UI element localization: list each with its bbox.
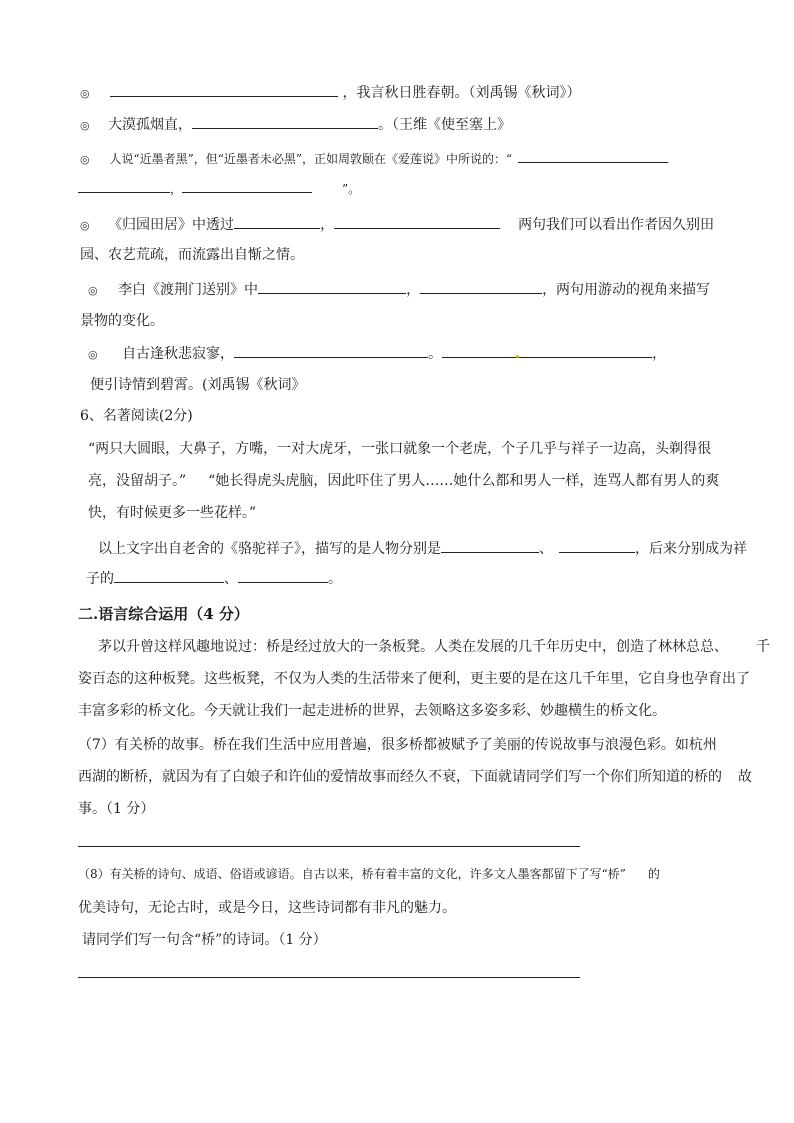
poem-text: ”。 — [342, 182, 361, 196]
poem-text: 人说“近墨者黑”，但“近墨者未必黑”，正如周敦颐在《爱莲说》中所说的：“ — [109, 152, 513, 166]
item-marker: ◎ — [80, 219, 90, 232]
question-text: 、 — [539, 541, 553, 557]
q7-line — [78, 767, 752, 787]
reading-heading: 6、名著阅读(2分) — [80, 408, 193, 424]
answer-blank[interactable] — [518, 148, 668, 163]
poem-text: ，我言秋日胜春朝。（刘禹锡《秋词》） — [342, 85, 581, 101]
item-marker: ◎ — [88, 348, 98, 361]
q8-text: 的 — [647, 867, 660, 881]
item-marker: ◎ — [88, 284, 98, 297]
q7-text: 故 — [738, 769, 752, 785]
poem-text: ， — [406, 282, 421, 298]
q7-line: （7）有关桥的故事。桥在我们生活中应用普遍，很多桥都被赋予了美丽的传说故事与浪漫色彩。如杭州 — [78, 737, 717, 753]
item-marker: ◎ — [80, 119, 90, 132]
poem-text: ， — [170, 182, 183, 196]
intro-line — [98, 637, 770, 657]
poem-item-4-cont: 园、农艺荒疏，而流露出自惭之情。 — [80, 247, 304, 263]
poem-item-6 — [88, 343, 666, 365]
answer-blank[interactable] — [234, 343, 428, 358]
poem-item-6-cont: 便引诗情到碧霄。(刘禹锡《秋词》 — [90, 377, 306, 393]
ink-dot — [516, 355, 519, 358]
q7-text: 西湖的断桥，就因为有了白娘子和许仙的爱情故事而经久不衰，下面就请同学们写一个你们所知道的桥的 — [78, 769, 722, 785]
answer-blank[interactable] — [258, 279, 406, 294]
quote-part: 亮，没留胡子。” — [88, 473, 187, 489]
poem-text: 李白《渡荆门送别》中 — [118, 282, 259, 298]
q8-line — [78, 864, 660, 884]
poem-text: ，两句用游动的视角来描写 — [542, 282, 711, 298]
q8-line: 请同学们写一句含“桥”的诗词。（1 分） — [82, 932, 327, 948]
answer-blank[interactable] — [110, 82, 338, 97]
question-text: ，后来分别成为祥 — [635, 541, 747, 557]
reading-quote-line: 快，有时候更多一些花样。” — [88, 505, 257, 521]
intro-text: 千 — [756, 639, 770, 655]
answer-blank[interactable] — [334, 214, 500, 229]
poem-item-5 — [88, 279, 710, 301]
poem-text: ， — [320, 217, 335, 233]
question-text: 。 — [328, 571, 342, 587]
q7-line: 事。（1 分） — [78, 801, 155, 817]
answer-blank[interactable] — [559, 538, 635, 553]
section-title: 二.语言综合运用（4 分） — [78, 605, 249, 623]
question-text: 、 — [224, 571, 238, 587]
answer-blank[interactable] — [78, 178, 170, 193]
q7-answer-line[interactable] — [78, 846, 580, 847]
poem-text: 大漠孤烟直， — [108, 117, 193, 133]
poem-item-1 — [80, 82, 581, 104]
reading-quote-line: “两只大圆眼，大鼻子，方嘴，一对大虎牙，一张口就象一个老虎，个子几乎与祥子一边高，头剃得很 — [88, 441, 712, 457]
poem-text: 。（王维《使至塞上》 — [378, 117, 512, 133]
answer-blank[interactable] — [192, 114, 378, 129]
quote-part: “她长得虎头虎脑，因此吓住了男人……她什么都和男人一样，连骂人都有男人的爽 — [208, 473, 720, 489]
q8-text: （8）有关桥的诗句、成语、俗语或谚语。自古以来，桥有着丰富的文化，许多文人墨客都留下了写“桥” — [78, 867, 626, 881]
poem-item-5-cont: 景物的变化。 — [80, 313, 164, 329]
answer-blank[interactable] — [441, 538, 539, 553]
poem-item-3-cont — [78, 178, 360, 199]
answer-blank[interactable] — [182, 178, 312, 193]
intro-line: 丰富多彩的桥文化。今天就让我们一起走进桥的世界，去领略这多姿多彩、妙趣横生的桥文化。 — [78, 703, 666, 719]
reading-question — [98, 538, 747, 559]
poem-item-4 — [80, 214, 714, 236]
q8-answer-line[interactable] — [78, 977, 580, 978]
reading-quote-line — [88, 471, 719, 491]
poem-text: ， — [652, 346, 667, 362]
poem-text: 自古逢秋悲寂寥， — [122, 346, 235, 362]
answer-blank[interactable] — [238, 568, 328, 583]
question-text: 以上文字出自老舍的《骆驼祥子》，描写的是人物分别是 — [98, 541, 441, 557]
answer-blank[interactable] — [114, 568, 224, 583]
poem-text: 。 — [428, 346, 443, 362]
q8-line: 优美诗句，无论古时，或是今日，这些诗词都有非凡的魅力。 — [78, 900, 456, 916]
item-marker: ◎ — [80, 153, 90, 166]
poem-item-2 — [80, 114, 511, 136]
answer-blank[interactable] — [234, 214, 320, 229]
intro-text: 茅以升曾这样风趣地说过：桥是经过放大的一条板凳。人类在发展的几千年历史中，创造了林林总总、 — [98, 639, 728, 655]
poem-item-3 — [80, 148, 668, 170]
poem-text: 两句我们可以看出作者因久别田 — [518, 217, 715, 233]
question-text: 子的 — [86, 571, 114, 587]
reading-question-cont — [86, 568, 342, 589]
poem-text: 《归园田居》中透过 — [108, 217, 235, 233]
answer-blank[interactable] — [442, 343, 652, 358]
intro-line: 姿百态的这种板凳。这些板凳，不仅为人类的生活带来了便利，更主要的是在这几千年里，它自身也孕育出了 — [78, 671, 750, 687]
answer-blank[interactable] — [420, 279, 542, 294]
item-marker: ◎ — [80, 87, 90, 100]
